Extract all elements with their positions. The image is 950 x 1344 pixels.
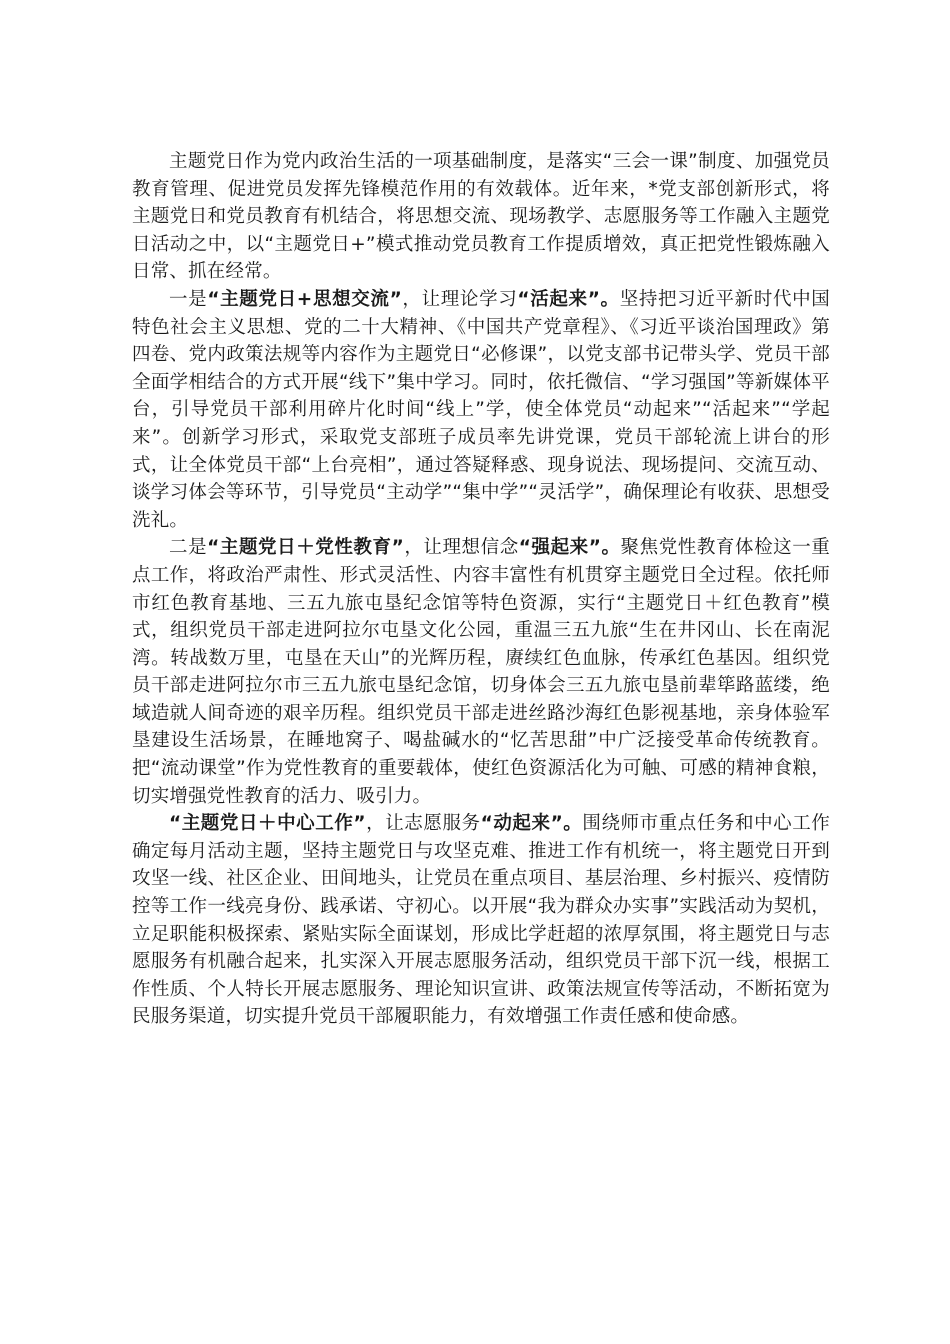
paragraph-heading: “主题党日＋中心工作” [169,813,366,835]
paragraph-text: 围绕师市重点任务和中心工作确定每月活动主题，坚持主题党日与攻坚克难、推进工作有机统一，将主题党日开到攻坚一线、社区企业、田间地头，让党员在重点项目、基层治理、乡村振兴、疫情防控等工作一线亮身份、践承诺、守初心。以开展“我为群众办实事”实践活动为契机，立足职能积极探索、紧贴实际全面谋划，形成比学赶超的浓厚氛围，将主题党日与志愿服务有机融合起来，扎实深入开展志愿服务活动，组织党员干部下沉一线，根据工作性质、个人特长开展志愿服务、理论知识宣讲、政策法规宣传等活动，不断拓宽为民服务渠道，切实提升党员干部履职能力，有效增强工作责任感和使命感。 [132,813,830,1028]
paragraph-heading: “主题党日+思想交流” [207,288,402,310]
paragraph-central-work [132,810,830,1031]
paragraph-prefix: 一是 [169,288,208,310]
paragraph-party-education [132,534,830,810]
paragraph-intro [132,148,830,286]
paragraph-prefix: 二是 [169,537,208,559]
paragraph-heading-end: “动起来”。 [480,813,583,835]
paragraph-heading: “主题党日＋党性教育” [207,537,404,559]
paragraph-text: 坚持把习近平新时代中国特色社会主义思想、党的二十大精神、《中国共产党章程》、《习近平谈治国理政》第四卷、党内政策法规等内容作为主题党日“必修课”，以党支部书记带头学、党员干部全面学相结合的方式开展“线下”集中学习。同时，依托微信、“学习强国”等新媒体平台，引导党员干部利用碎片化时间“线上”学，使全体党员“动起来”“活起来”“学起来”。创新学习形式，采取党支部班子成员率先讲党课，党员干部轮流上讲台的形式，让全体党员干部“上台亮相”，通过答疑释惑、现身说法、现场提问、交流互动、谈学习体会等环节，引导党员“主动学”“集中学”“灵活学”，确保理论有收获、思想受洗礼。 [132,288,831,531]
paragraph-heading-mid: ，让志愿服务 [365,813,481,835]
paragraph-text: 聚焦党性教育体检这一重点工作，将政治严肃性、形式灵活性、内容丰富性有机贯穿主题党日全过程。依托师市红色教育基地、三五九旅屯垦纪念馆等特色资源，实行“主题党日＋红色教育”模式，组织党员干部走进阿拉尔屯垦文化公园，重温三五九旅“生在井冈山、长在南泥湾。转战数万里，屯垦在天山”的光辉历程，赓续红色血脉，传承红色基因。组织党员干部走进阿拉尔市三五九旅屯垦纪念馆，切身体会三五九旅屯垦前辈筚路蓝缕，绝域造就人间奇迹的艰辛历程。组织党员干部走进丝路沙海红色影视基地，亲身体验军垦建设生活场景，在睡地窝子、喝盐碱水的“忆苦思甜”中广泛接受革命传统教育。把“流动课堂”作为党性教育的重要载体，使红色资源活化为可触、可感的精神食粮，切实增强党性教育的活力、吸引力。 [132,537,830,807]
document-body [132,148,830,1031]
paragraph-heading-mid: ，让理想信念 [403,537,519,559]
paragraph-text: 主题党日作为党内政治生活的一项基础制度，是落实“三会一课”制度、加强党员教育管理、促进党员发挥先锋模范作用的有效载体。近年来，*党支部创新形式，将主题党日和党员教育有机结合，将思想交流、现场教学、志愿服务等工作融入主题党日活动之中，以“主题党日+”模式推动党员教育工作提质增效，真正把党性锻炼融入日常、抓在经常。 [132,151,830,283]
paragraph-thought-exchange [132,286,830,534]
paragraph-heading-end: “活起来”。 [517,288,620,310]
paragraph-heading-end: “强起来”。 [518,537,621,559]
paragraph-heading-mid: ，让理论学习 [401,288,518,310]
